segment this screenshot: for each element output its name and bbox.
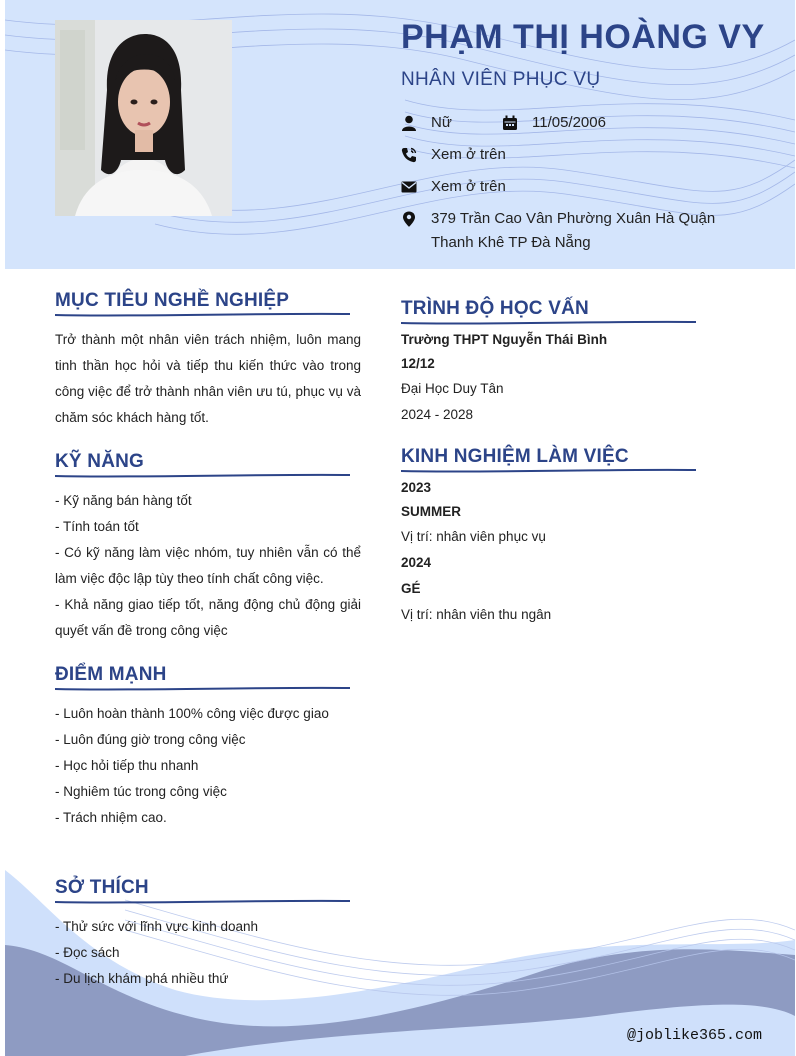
- strength-item: - Trách nhiệm cao.: [55, 810, 167, 825]
- hobbies-title: SỞ THÍCH: [55, 877, 149, 898]
- strength-item: - Học hỏi tiếp thu nhanh: [55, 758, 199, 773]
- skills-underline: [55, 472, 350, 480]
- address-value: 379 Trần Cao Vân Phường Xuân Hà Quận Thanh Khê TP Đà Nẵng: [431, 210, 716, 251]
- hobby-item: - Thử sức với lĩnh vực kinh doanh: [55, 919, 259, 934]
- phone-row: [401, 146, 506, 167]
- user-icon: [401, 115, 417, 131]
- experience-title: KINH NGHIỆM LÀM VIỆC: [401, 446, 629, 467]
- objective-text: Trở thành một nhân viên trách nhiệm, luôn mang tinh thần học hỏi và tiếp thu kiến thức vào trong công việc để trở thành nhân viên ưu tú, phục vụ và chăm sóc khách hàng tốt.: [55, 332, 361, 425]
- job-position: Vị trí: nhân viên phục vụ: [401, 529, 546, 544]
- candidate-name: PHẠM THỊ HOÀNG VY: [401, 18, 765, 56]
- job-company: SUMMER: [401, 504, 461, 519]
- skill-item: - Có kỹ năng làm việc nhóm, tuy nhiên vẫn có thể làm việc độc lập tùy theo tính chất công việc.: [55, 545, 361, 586]
- gender-row: [401, 114, 452, 135]
- strength-item: - Nghiêm túc trong công việc: [55, 784, 227, 799]
- objective-title: MỤC TIÊU NGHỀ NGHIỆP: [55, 290, 290, 311]
- hobby-item: - Đọc sách: [55, 945, 120, 960]
- phone-icon: [401, 147, 417, 163]
- skills-title: KỸ NĂNG: [55, 451, 145, 472]
- email-icon: [401, 179, 417, 195]
- email-value: Xem ở trên: [431, 178, 506, 195]
- email-row: [401, 178, 506, 199]
- hobby-item: - Du lịch khám phá nhiều thứ: [55, 971, 229, 986]
- profile-photo: [55, 20, 232, 216]
- phone-value: Xem ở trên: [431, 146, 506, 163]
- strengths-list: [55, 701, 361, 831]
- university-period: 2024 - 2028: [401, 407, 474, 422]
- skill-item: - Khả năng giao tiếp tốt, năng động chủ động giải quyết vấn đề trong công việc: [55, 597, 361, 638]
- objective-underline: [55, 311, 350, 319]
- location-icon: [401, 211, 417, 227]
- gender-value: Nữ: [431, 114, 452, 131]
- strength-item: - Luôn đúng giờ trong công việc: [55, 732, 246, 747]
- school-grade: 12/12: [401, 356, 435, 371]
- skills-list: [55, 488, 361, 644]
- header: [5, 0, 795, 269]
- calendar-icon: [502, 115, 518, 131]
- education-underline: [401, 319, 696, 327]
- birthdate-row: [502, 114, 606, 135]
- skill-item: - Kỹ năng bán hàng tốt: [55, 493, 192, 508]
- portrait-illustration: [55, 20, 232, 216]
- job-year: 2024: [401, 555, 432, 570]
- strengths-title: ĐIỂM MẠNH: [55, 664, 167, 685]
- education-details: [401, 328, 751, 428]
- skill-item: - Tính toán tốt: [55, 519, 139, 534]
- hobbies-underline: [55, 898, 350, 906]
- cv-page: [5, 0, 795, 1056]
- university-name: Đại Học Duy Tân: [401, 381, 504, 396]
- experience-underline: [401, 467, 696, 475]
- strength-item: - Luôn hoàn thành 100% công việc được giao: [55, 706, 329, 721]
- job-year: 2023: [401, 480, 432, 495]
- birthdate-value: 11/05/2006: [532, 114, 606, 131]
- job-company: GÉ: [401, 581, 421, 596]
- experience-list: [401, 476, 751, 628]
- school-name: Trường THPT Nguyễn Thái Bình: [401, 332, 608, 347]
- hobbies-list: [55, 914, 361, 992]
- strengths-underline: [55, 685, 350, 693]
- education-title: TRÌNH ĐỘ HỌC VẤN: [401, 298, 589, 319]
- address-row: [401, 210, 751, 255]
- watermark: @joblike365.com: [627, 1027, 763, 1044]
- job-title: NHÂN VIÊN PHỤC VỤ: [401, 69, 601, 90]
- job-position: Vị trí: nhân viên thu ngân: [401, 607, 552, 622]
